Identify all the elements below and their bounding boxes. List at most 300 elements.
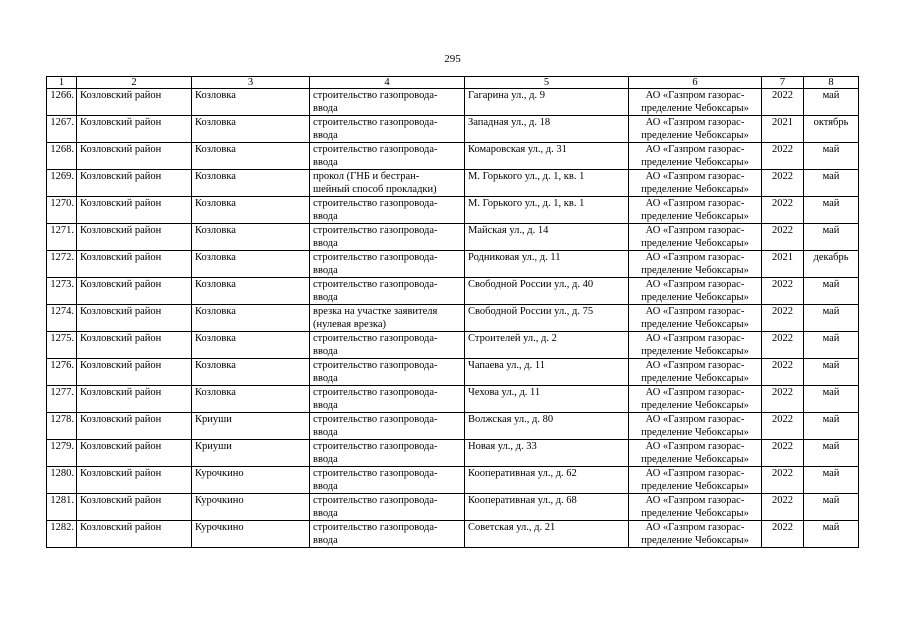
year-cell-text: 2022 <box>772 144 793 155</box>
month-cell <box>804 521 859 548</box>
row-number <box>47 224 77 251</box>
address-cell <box>465 386 629 413</box>
month-cell-text: май <box>822 306 840 317</box>
district-cell <box>77 521 192 548</box>
table-row <box>47 494 859 521</box>
locality-cell <box>192 413 310 440</box>
organization-cell <box>629 521 762 548</box>
address-cell-text: М. Горького ул., д. 1, кв. 1 <box>468 198 585 209</box>
row-number <box>47 494 77 521</box>
organization-cell-text: АО «Газпром газорас- <box>645 387 745 398</box>
row-number-text: 1270. <box>50 198 74 209</box>
organization-cell-text: пределение Чебоксары» <box>641 454 749 465</box>
year-cell-text: 2022 <box>772 414 793 425</box>
table-row <box>47 251 859 278</box>
row-number <box>47 251 77 278</box>
row-number-text: 1282. <box>50 522 74 533</box>
organization-cell-text: АО «Газпром газорас- <box>645 414 745 425</box>
district-cell-text: Козловский район <box>80 306 162 317</box>
organization-cell-text: пределение Чебоксары» <box>641 400 749 411</box>
column-header-2: 2 <box>77 77 192 89</box>
month-cell <box>804 440 859 467</box>
organization-cell-text: АО «Газпром газорас- <box>645 144 745 155</box>
year-cell-text: 2021 <box>772 117 793 128</box>
district-cell-text: Козловский район <box>80 333 162 344</box>
organization-cell-text: АО «Газпром газорас- <box>645 495 745 506</box>
row-number <box>47 116 77 143</box>
locality-cell-text: Козловка <box>195 306 236 317</box>
work-type-cell-text: ввода <box>313 346 338 357</box>
column-header-1: 1 <box>47 77 77 89</box>
work-type-cell <box>310 467 465 494</box>
year-cell-text: 2022 <box>772 441 793 452</box>
organization-cell <box>629 467 762 494</box>
year-cell-text: 2022 <box>772 333 793 344</box>
year-cell <box>762 278 804 305</box>
address-cell-text: Родниковая ул., д. 11 <box>468 252 561 263</box>
district-cell-text: Козловский район <box>80 171 162 182</box>
locality-cell-text: Козловка <box>195 198 236 209</box>
month-cell <box>804 251 859 278</box>
table-row <box>47 170 859 197</box>
organization-cell-text: АО «Газпром газорас- <box>645 306 745 317</box>
month-cell-text: май <box>822 144 840 155</box>
row-number <box>47 359 77 386</box>
address-cell <box>465 224 629 251</box>
table-row <box>47 224 859 251</box>
column-header-6: 6 <box>629 77 762 89</box>
locality-cell-text: Козловка <box>195 252 236 263</box>
work-type-cell <box>310 143 465 170</box>
year-cell <box>762 413 804 440</box>
work-type-cell <box>310 413 465 440</box>
column-header-8: 8 <box>804 77 859 89</box>
organization-cell <box>629 170 762 197</box>
address-cell-text: Майская ул., д. 14 <box>468 225 549 236</box>
work-type-cell-text: ввода <box>313 373 338 384</box>
year-cell <box>762 386 804 413</box>
organization-cell-text: АО «Газпром газорас- <box>645 171 745 182</box>
locality-cell-text: Курочкино <box>195 495 244 506</box>
address-cell-text: Гагарина ул., д. 9 <box>468 90 545 101</box>
table-row <box>47 116 859 143</box>
year-cell <box>762 116 804 143</box>
organization-cell <box>629 116 762 143</box>
district-cell-text: Козловский район <box>80 117 162 128</box>
organization-cell-text: АО «Газпром газорас- <box>645 90 745 101</box>
organization-cell-text: АО «Газпром газорас- <box>645 198 745 209</box>
organization-cell <box>629 413 762 440</box>
locality-cell-text: Козловка <box>195 387 236 398</box>
district-cell-text: Козловский район <box>80 414 162 425</box>
month-cell <box>804 359 859 386</box>
column-header-5: 5 <box>465 77 629 89</box>
organization-cell <box>629 89 762 116</box>
year-cell-text: 2022 <box>772 90 793 101</box>
address-cell-text: Свободной России ул., д. 40 <box>468 279 594 290</box>
month-cell-text: октябрь <box>813 117 849 128</box>
month-cell <box>804 386 859 413</box>
work-type-cell <box>310 440 465 467</box>
work-type-cell-text: строительство газопровода- <box>313 495 438 506</box>
row-number-text: 1273. <box>50 279 74 290</box>
district-cell <box>77 251 192 278</box>
district-cell-text: Козловский район <box>80 198 162 209</box>
locality-cell-text: Курочкино <box>195 468 244 479</box>
district-cell <box>77 386 192 413</box>
locality-cell <box>192 332 310 359</box>
organization-cell <box>629 359 762 386</box>
column-number-header-row <box>47 77 859 89</box>
organization-cell <box>629 332 762 359</box>
locality-cell <box>192 359 310 386</box>
work-type-cell-text: строительство газопровода- <box>313 252 438 263</box>
district-cell-text: Козловский район <box>80 279 162 290</box>
organization-cell-text: пределение Чебоксары» <box>641 211 749 222</box>
district-cell-text: Козловский район <box>80 522 162 533</box>
locality-cell <box>192 170 310 197</box>
work-type-cell-text: ввода <box>313 130 338 141</box>
work-type-cell-text: ввода <box>313 265 338 276</box>
year-cell-text: 2022 <box>772 468 793 479</box>
work-type-cell-text: ввода <box>313 481 338 492</box>
work-type-cell-text: ввода <box>313 400 338 411</box>
organization-cell-text: АО «Газпром газорас- <box>645 333 745 344</box>
organization-cell-text: пределение Чебоксары» <box>641 481 749 492</box>
work-type-cell <box>310 521 465 548</box>
work-type-cell-text: строительство газопровода- <box>313 387 438 398</box>
locality-cell-text: Козловка <box>195 144 236 155</box>
locality-cell <box>192 251 310 278</box>
locality-cell-text: Козловка <box>195 90 236 101</box>
district-cell <box>77 467 192 494</box>
work-type-cell-text: строительство газопровода- <box>313 360 438 371</box>
organization-cell-text: пределение Чебоксары» <box>641 373 749 384</box>
locality-cell <box>192 143 310 170</box>
organization-cell <box>629 197 762 224</box>
row-number-text: 1277. <box>50 387 74 398</box>
organization-cell-text: АО «Газпром газорас- <box>645 252 745 263</box>
district-cell <box>77 89 192 116</box>
locality-cell-text: Криуши <box>195 441 232 452</box>
table-body <box>47 89 859 548</box>
row-number <box>47 440 77 467</box>
work-type-cell-text: строительство газопровода- <box>313 468 438 479</box>
work-type-cell-text: строительство газопровода- <box>313 90 438 101</box>
month-cell <box>804 467 859 494</box>
work-type-cell-text: строительство газопровода- <box>313 441 438 452</box>
row-number <box>47 170 77 197</box>
district-cell <box>77 413 192 440</box>
table-row <box>47 89 859 116</box>
row-number-text: 1275. <box>50 333 74 344</box>
address-cell-text: Кооперативная ул., д. 68 <box>468 495 577 506</box>
work-type-cell <box>310 494 465 521</box>
work-type-cell-text: строительство газопровода- <box>313 279 438 290</box>
year-cell <box>762 332 804 359</box>
column-header-3: 3 <box>192 77 310 89</box>
column-header-7: 7 <box>762 77 804 89</box>
table-row <box>47 143 859 170</box>
work-type-cell-text: строительство газопровода- <box>313 225 438 236</box>
locality-cell <box>192 224 310 251</box>
table-row <box>47 413 859 440</box>
locality-cell-text: Козловка <box>195 225 236 236</box>
district-cell-text: Козловский район <box>80 144 162 155</box>
district-cell-text: Козловский район <box>80 360 162 371</box>
locality-cell-text: Криуши <box>195 414 232 425</box>
year-cell <box>762 467 804 494</box>
year-cell-text: 2022 <box>772 495 793 506</box>
organization-cell <box>629 224 762 251</box>
year-cell <box>762 494 804 521</box>
work-type-cell-text: строительство газопровода- <box>313 333 438 344</box>
year-cell <box>762 440 804 467</box>
address-cell <box>465 170 629 197</box>
address-cell-text: Чехова ул., д. 11 <box>468 387 541 398</box>
year-cell-text: 2022 <box>772 198 793 209</box>
table-row <box>47 305 859 332</box>
organization-cell-text: пределение Чебоксары» <box>641 238 749 249</box>
table-row <box>47 467 859 494</box>
month-cell <box>804 305 859 332</box>
organization-cell-text: пределение Чебоксары» <box>641 427 749 438</box>
work-type-cell <box>310 197 465 224</box>
table-row <box>47 197 859 224</box>
year-cell <box>762 143 804 170</box>
row-number-text: 1278. <box>50 414 74 425</box>
organization-cell-text: пределение Чебоксары» <box>641 292 749 303</box>
row-number <box>47 467 77 494</box>
row-number-text: 1281. <box>50 495 74 506</box>
address-cell <box>465 251 629 278</box>
work-type-cell <box>310 359 465 386</box>
organization-cell-text: АО «Газпром газорас- <box>645 279 745 290</box>
district-cell-text: Козловский район <box>80 441 162 452</box>
row-number <box>47 521 77 548</box>
district-cell-text: Козловский район <box>80 495 162 506</box>
work-type-cell-text: ввода <box>313 427 338 438</box>
month-cell <box>804 89 859 116</box>
organization-cell-text: пределение Чебоксары» <box>641 157 749 168</box>
month-cell-text: май <box>822 279 840 290</box>
month-cell <box>804 494 859 521</box>
row-number-text: 1276. <box>50 360 74 371</box>
work-type-cell-text: ввода <box>313 292 338 303</box>
address-cell-text: Комаровская ул., д. 31 <box>468 144 567 155</box>
address-cell <box>465 521 629 548</box>
district-cell <box>77 224 192 251</box>
address-cell-text: Волжская ул., д. 80 <box>468 414 554 425</box>
work-type-cell-text: ввода <box>313 157 338 168</box>
work-type-cell-text: ввода <box>313 454 338 465</box>
organization-cell <box>629 440 762 467</box>
locality-cell <box>192 521 310 548</box>
year-cell <box>762 305 804 332</box>
organization-cell-text: пределение Чебоксары» <box>641 319 749 330</box>
month-cell-text: май <box>822 495 840 506</box>
address-cell <box>465 332 629 359</box>
district-cell <box>77 305 192 332</box>
district-cell <box>77 359 192 386</box>
address-cell-text: Советская ул., д. 21 <box>468 522 556 533</box>
month-cell-text: май <box>822 360 840 371</box>
year-cell-text: 2022 <box>772 279 793 290</box>
address-cell <box>465 89 629 116</box>
row-number-text: 1280. <box>50 468 74 479</box>
year-cell <box>762 359 804 386</box>
row-number <box>47 332 77 359</box>
row-number <box>47 143 77 170</box>
address-cell-text: Кооперативная ул., д. 62 <box>468 468 577 479</box>
address-cell <box>465 494 629 521</box>
district-cell <box>77 440 192 467</box>
work-type-cell <box>310 251 465 278</box>
column-header-4: 4 <box>310 77 465 89</box>
locality-cell <box>192 116 310 143</box>
year-cell <box>762 89 804 116</box>
table-row <box>47 359 859 386</box>
year-cell-text: 2022 <box>772 225 793 236</box>
year-cell <box>762 224 804 251</box>
organization-cell-text: АО «Газпром газорас- <box>645 117 745 128</box>
row-number-text: 1272. <box>50 252 74 263</box>
year-cell-text: 2022 <box>772 522 793 533</box>
work-type-cell-text: строительство газопровода- <box>313 414 438 425</box>
month-cell-text: май <box>822 171 840 182</box>
address-cell-text: Свободной России ул., д. 75 <box>468 306 594 317</box>
table-row <box>47 278 859 305</box>
work-type-cell-text: строительство газопровода- <box>313 117 438 128</box>
row-number-text: 1274. <box>50 306 74 317</box>
month-cell-text: май <box>822 441 840 452</box>
month-cell-text: май <box>822 468 840 479</box>
month-cell <box>804 143 859 170</box>
locality-cell <box>192 197 310 224</box>
work-type-cell-text: строительство газопровода- <box>313 522 438 533</box>
organization-cell-text: пределение Чебоксары» <box>641 265 749 276</box>
locality-cell <box>192 440 310 467</box>
year-cell <box>762 197 804 224</box>
month-cell-text: май <box>822 387 840 398</box>
locality-cell <box>192 386 310 413</box>
work-type-cell <box>310 305 465 332</box>
year-cell <box>762 170 804 197</box>
work-type-cell-text: врезка на участке заявителя <box>313 306 438 317</box>
month-cell-text: май <box>822 522 840 533</box>
organization-cell-text: пределение Чебоксары» <box>641 535 749 546</box>
table-row <box>47 386 859 413</box>
month-cell <box>804 197 859 224</box>
month-cell-text: декабрь <box>813 252 849 263</box>
year-cell-text: 2022 <box>772 171 793 182</box>
locality-cell-text: Козловка <box>195 117 236 128</box>
organization-cell <box>629 251 762 278</box>
row-number-text: 1271. <box>50 225 74 236</box>
address-cell <box>465 359 629 386</box>
district-cell-text: Козловский район <box>80 252 162 263</box>
work-type-cell-text: строительство газопровода- <box>313 198 438 209</box>
row-number <box>47 413 77 440</box>
address-cell <box>465 413 629 440</box>
locality-cell <box>192 305 310 332</box>
district-cell <box>77 116 192 143</box>
organization-cell-text: пределение Чебоксары» <box>641 508 749 519</box>
month-cell <box>804 224 859 251</box>
district-cell <box>77 278 192 305</box>
locality-cell <box>192 278 310 305</box>
address-cell <box>465 440 629 467</box>
work-type-cell-text: прокол (ГНБ и бестран- <box>313 171 420 182</box>
locality-cell-text: Курочкино <box>195 522 244 533</box>
gas-works-table <box>46 76 859 548</box>
row-number <box>47 89 77 116</box>
locality-cell <box>192 467 310 494</box>
locality-cell-text: Козловка <box>195 279 236 290</box>
address-cell-text: М. Горького ул., д. 1, кв. 1 <box>468 171 585 182</box>
month-cell <box>804 278 859 305</box>
locality-cell-text: Козловка <box>195 171 236 182</box>
work-type-cell-text: ввода <box>313 238 338 249</box>
organization-cell-text: АО «Газпром газорас- <box>645 441 745 452</box>
row-number <box>47 305 77 332</box>
year-cell-text: 2022 <box>772 360 793 371</box>
district-cell <box>77 197 192 224</box>
address-cell-text: Западная ул., д. 18 <box>468 117 551 128</box>
address-cell <box>465 467 629 494</box>
organization-cell <box>629 143 762 170</box>
organization-cell-text: пределение Чебоксары» <box>641 346 749 357</box>
work-type-cell-text: строительство газопровода- <box>313 144 438 155</box>
locality-cell-text: Козловка <box>195 360 236 371</box>
address-cell <box>465 197 629 224</box>
work-type-cell <box>310 89 465 116</box>
year-cell-text: 2021 <box>772 252 793 263</box>
district-cell <box>77 143 192 170</box>
month-cell <box>804 116 859 143</box>
address-cell-text: Чапаева ул., д. 11 <box>468 360 545 371</box>
organization-cell-text: АО «Газпром газорас- <box>645 360 745 371</box>
row-number <box>47 386 77 413</box>
organization-cell-text: АО «Газпром газорас- <box>645 225 745 236</box>
work-type-cell-text: ввода <box>313 211 338 222</box>
work-type-cell-text: (нулевая врезка) <box>313 319 386 330</box>
address-cell <box>465 305 629 332</box>
row-number-text: 1267. <box>50 117 74 128</box>
district-cell <box>77 170 192 197</box>
page-number: 295 <box>444 53 461 65</box>
year-cell <box>762 251 804 278</box>
organization-cell <box>629 305 762 332</box>
work-type-cell-text: ввода <box>313 508 338 519</box>
district-cell-text: Козловский район <box>80 90 162 101</box>
organization-cell-text: пределение Чебоксары» <box>641 130 749 141</box>
organization-cell <box>629 386 762 413</box>
locality-cell-text: Козловка <box>195 333 236 344</box>
month-cell <box>804 332 859 359</box>
month-cell-text: май <box>822 90 840 101</box>
work-type-cell <box>310 332 465 359</box>
work-type-cell-text: шейный способ прокладки) <box>313 184 437 195</box>
address-cell-text: Строителей ул., д. 2 <box>468 333 557 344</box>
row-number-text: 1266. <box>50 90 74 101</box>
work-type-cell <box>310 386 465 413</box>
address-cell <box>465 116 629 143</box>
row-number-text: 1279. <box>50 441 74 452</box>
organization-cell-text: пределение Чебоксары» <box>641 184 749 195</box>
organization-cell <box>629 494 762 521</box>
address-cell <box>465 143 629 170</box>
